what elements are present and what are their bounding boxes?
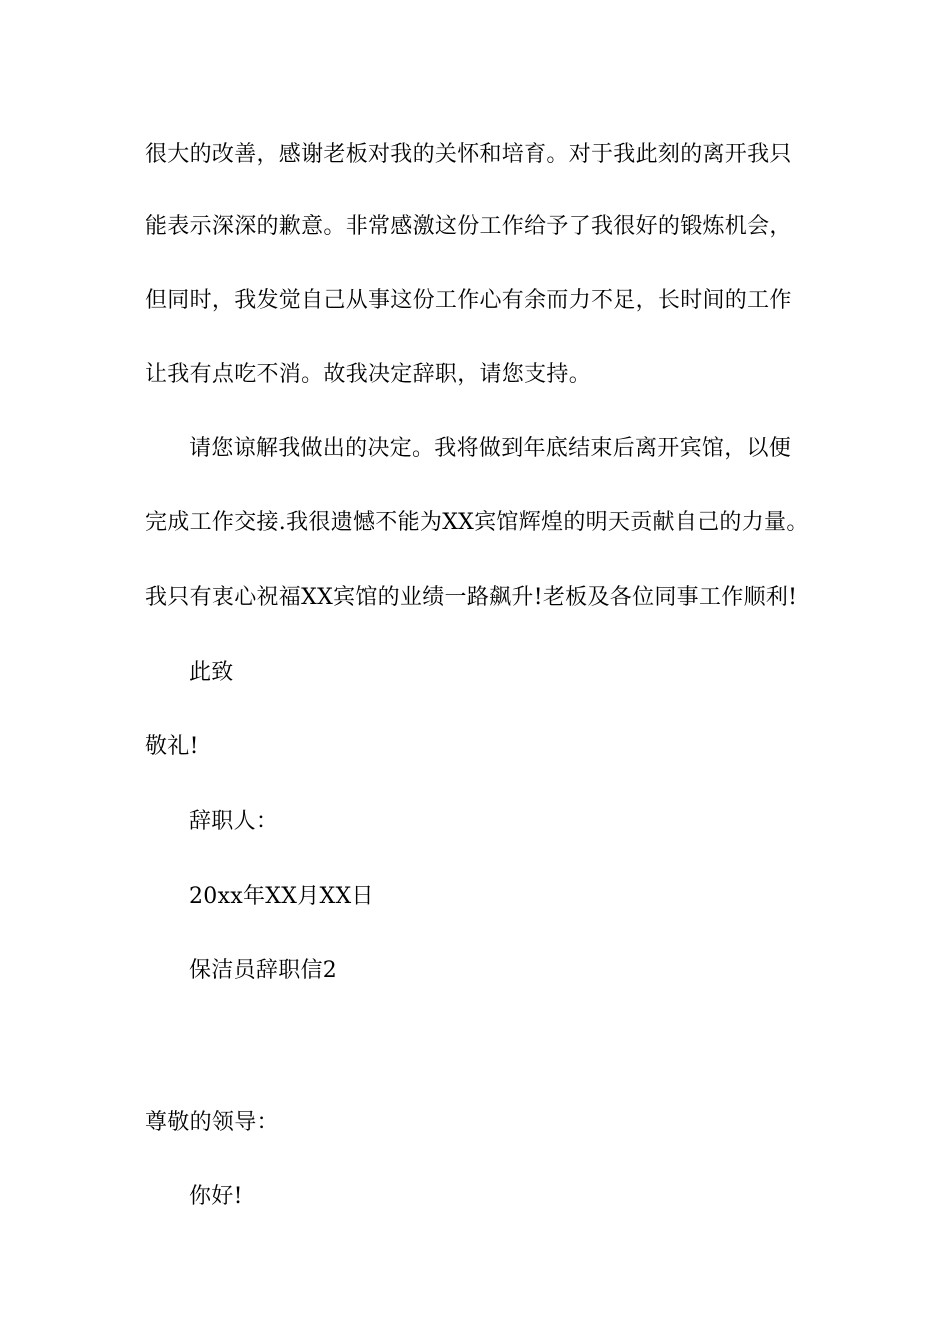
- date-line: 20xx年XX月XX日: [189, 884, 374, 909]
- paragraph-line: 请您谅解我做出的决定。我将做到年底结束后离开宾馆，以便: [189, 436, 792, 461]
- signature-label: 辞职人：: [189, 809, 279, 834]
- salutation-closing: 敬礼!: [145, 734, 199, 759]
- paragraph-line: 但同时，我发觉自己从事这份工作心有余而力不足，长时间的工作: [145, 288, 792, 313]
- recipient-greeting: 尊敬的领导：: [145, 1110, 279, 1135]
- paragraph-line: 完成工作交接.我很遗憾不能为XX宾馆辉煌的明天贡献自己的力量。: [145, 510, 809, 535]
- closing-phrase: 此致: [189, 660, 234, 685]
- paragraph-line: 让我有点吃不消。故我决定辞职，请您支持。: [145, 362, 592, 387]
- greeting-line: 你好!: [189, 1184, 243, 1209]
- paragraph-line: 我只有衷心祝福XX宾馆的业绩一路飙升!老板及各位同事工作顺利!: [145, 585, 798, 610]
- section-title: 保洁员辞职信2: [189, 958, 338, 983]
- paragraph-line: 能表示深深的歉意。非常感激这份工作给予了我很好的锻炼机会，: [145, 214, 792, 239]
- paragraph-line: 很大的改善，感谢老板对我的关怀和培育。对于我此刻的离开我只: [145, 142, 792, 167]
